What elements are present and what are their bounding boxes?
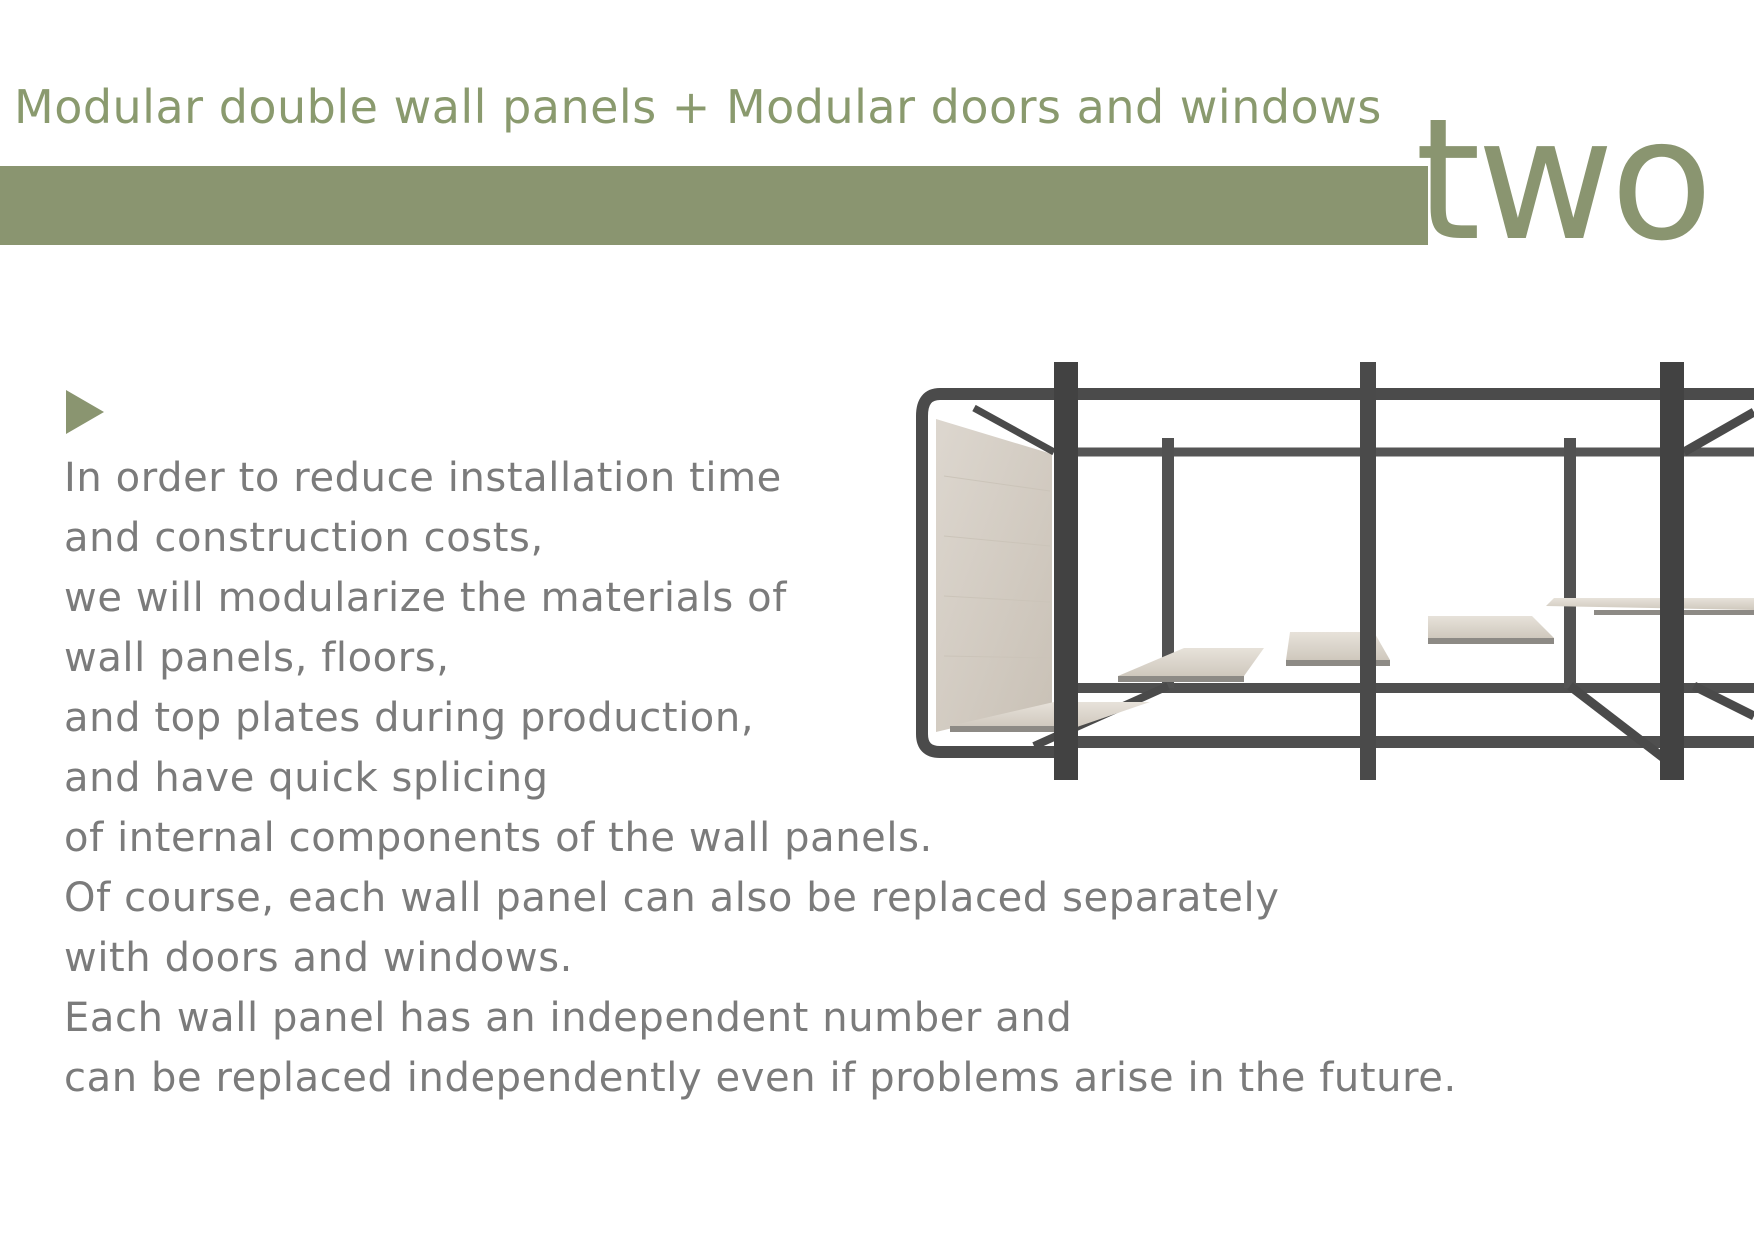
text-line: we will modularize the materials of	[64, 575, 787, 621]
text-line: with doors and windows.	[64, 935, 573, 981]
accent-bar	[0, 166, 1428, 245]
text-line: wall panels, floors,	[64, 635, 450, 681]
text-line: and have quick splicing	[64, 755, 549, 801]
text-line: Of course, each wall panel can also be replaced separately	[64, 875, 1280, 921]
text-line: and top plates during production,	[64, 695, 755, 741]
text-line: In order to reduce installation time	[64, 455, 782, 501]
text-line: of internal components of the wall panels.	[64, 815, 933, 861]
page-heading: Modular double wall panels + Modular doors and windows	[14, 80, 1382, 134]
text-line: Each wall panel has an independent number and	[64, 995, 1073, 1041]
text-line: and construction costs,	[64, 515, 544, 561]
back-wall-panel	[936, 419, 1052, 732]
front-frame	[1054, 362, 1684, 780]
text-line: can be replaced independently even if problems arise in the future.	[64, 1055, 1457, 1101]
modular-frame-illustration	[914, 356, 1754, 790]
play-triangle-icon	[66, 390, 104, 434]
section-number-word: two	[1415, 82, 1710, 278]
